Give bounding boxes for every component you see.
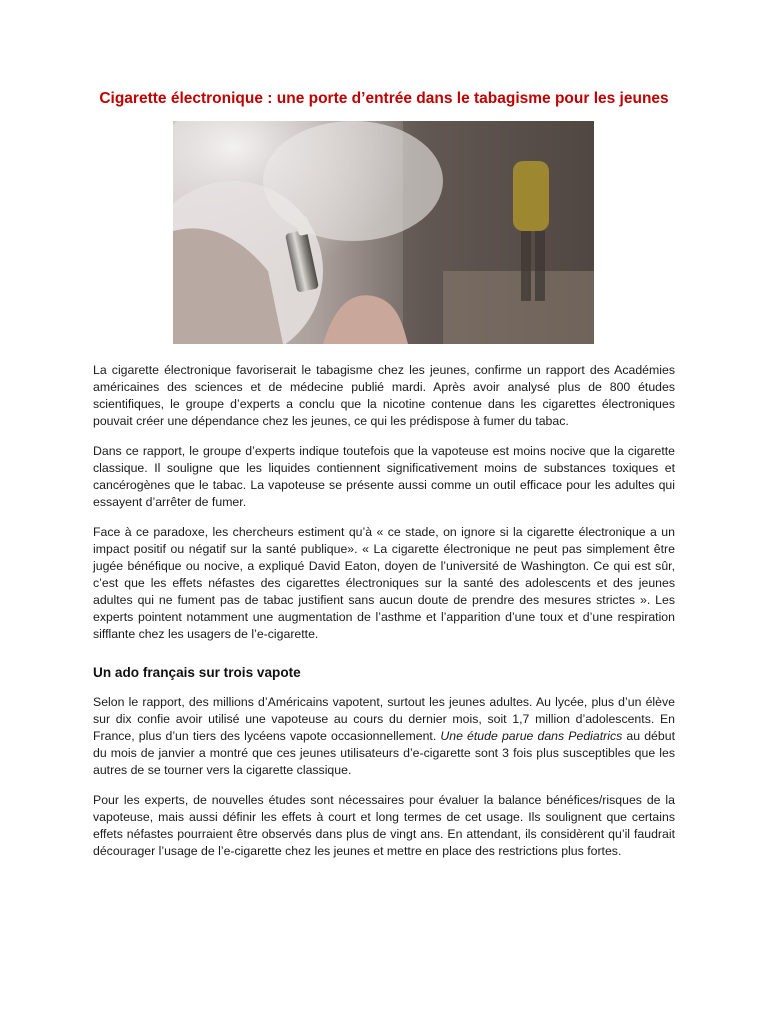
paragraph-4	[93, 694, 675, 779]
paragraph-1: La cigarette électronique favoriserait le tabagisme chez les jeunes, confirme un rapport des Académies américaines des sciences et de médecine publié mardi. Après avoir analysé plus de 800 études scientifiques, le groupe d’experts a conclu que la nicotine contenue dans les cigarettes électroniques pouvait créer une dépendance chez les jeunes, ce qui les prédispose à fumer du tabac.	[93, 363, 675, 428]
paragraph-3: Face à ce paradoxe, les chercheurs estiment qu’à « ce stade, on ignore si la cigarette électronique a un impact positif ou négatif sur la santé publique». « La cigarette électronique ne peut pas simplement être jugée bénéfique ou nocive, a expliqué David Eaton, doyen de l’université de Washington. Ce qui est sûr, c’est que les effets néfastes des cigarettes électroniques sur la santé des adolescents et des jeunes adultes qui ne fument pas de tabac justifient sans aucun doute de prendre des mesures strictes ». Les experts pointent notamment une augmentation de l’asthme et l’apparition d’une toux et d’une respiration sifflante chez les usagers de l’e-cigarette.	[93, 525, 675, 641]
study-link[interactable]: Une étude parue dans Pediatrics	[440, 729, 623, 743]
article-title: Cigarette électronique : une porte d’entrée dans le tabagisme pour les jeunes	[99, 90, 669, 107]
paragraph-2: Dans ce rapport, le groupe d’experts indique toutefois que la vapoteuse est moins nocive que la cigarette classique. Il souligne que les liquides contiennent significativement moins de substances toxiques et cancérogènes que le tabac. La vapoteuse se présente aussi comme un outil efficace pour les adultes qui essayent d’arrêter de fumer.	[93, 444, 675, 509]
paragraph-4-text-end: au début du mois de janvier a montré que ces jeunes utilisateurs d’e-cigarette sont 3 fois plus susceptibles que les autres de se tourner vers la cigarette classique.	[93, 729, 675, 777]
paragraph-5: Pour les experts, de nouvelles études sont nécessaires pour évaluer la balance bénéfices/risques de la vapoteuse, mais aussi définir les effets à court et long termes de cet usage. Ils soulignent que certains effets néfastes pourraient être observés dans plus de vingt ans. En attendant, ils considèrent qu’il faudrait décourager l’usage de l’e-cigarette chez les jeunes et mettre en place des restrictions plus fortes.	[93, 793, 675, 858]
paragraph-4-text: Selon le rapport, des millions d’Américains vapotent, surtout les jeunes adultes. Au lycée, plus d’un élève sur dix confie avoir utilisé une vapoteuse au cours du dernier mois, soit 1,7 million d’adolescents. En France, plus d’un tiers des lycéens vapote occasionnellement.	[93, 695, 675, 743]
vaping-photo	[173, 121, 594, 344]
section-heading: Un ado français sur trois vapote	[93, 665, 301, 680]
